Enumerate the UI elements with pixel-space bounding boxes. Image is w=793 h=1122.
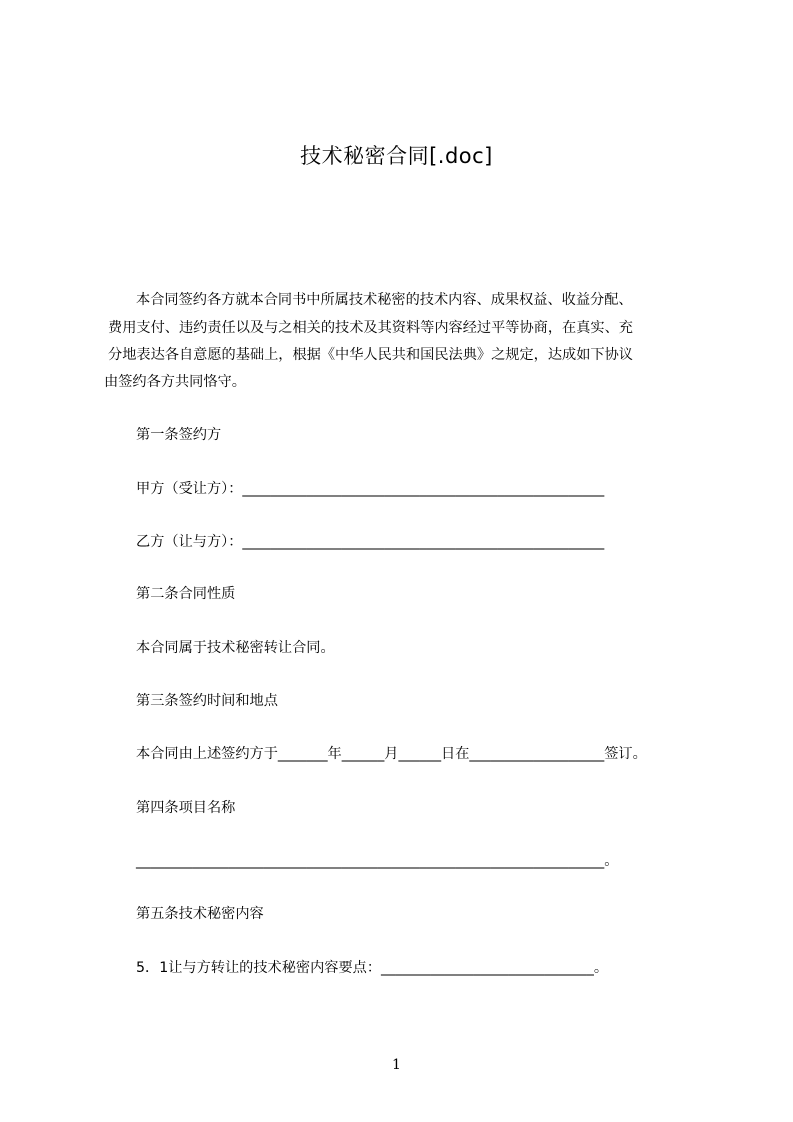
article-4-heading: 第四条项目名称 [136, 800, 236, 816]
party-b-field: 乙方（让与方）：___________________________________________________ [136, 534, 605, 550]
article-2-heading: 第二条合同性质 [136, 586, 236, 602]
document-title: 技术秘密合同[.doc] [300, 144, 493, 168]
party-a-field: 甲方（受让方）：___________________________________________________ [136, 481, 605, 497]
article-3-heading: 第三条签约时间和地点 [136, 693, 278, 709]
intro-line-2: 费用支付、违约责任以及与之相关的技术及其资料等内容经过平等协商，在真实、充 [108, 320, 633, 336]
article-4-blank-line: __________________________________________________________________。 [136, 853, 619, 869]
intro-line-4: 由签约各方共同恪守。 [104, 374, 246, 390]
article-5-item-1: 5．1让与方转让的技术秘密内容要点：______________________________。 [136, 960, 609, 976]
page-number: 1 [392, 1057, 401, 1073]
article-5-heading: 第五条技术秘密内容 [136, 906, 264, 922]
article-2-text: 本合同属于技术秘密转让合同。 [136, 640, 335, 656]
article-3-text: 本合同由上述签约方于_______年______月______日在___________________签订。 [136, 746, 647, 762]
article-1-heading: 第一条签约方 [136, 427, 222, 443]
intro-line-3: 分地表达各自意愿的基础上，根据《中华人民共和国民法典》之规定，达成如下协议 [108, 347, 633, 363]
intro-line-1: 本合同签约各方就本合同书中所属技术秘密的技术内容、成果权益、收益分配、 [136, 292, 633, 308]
